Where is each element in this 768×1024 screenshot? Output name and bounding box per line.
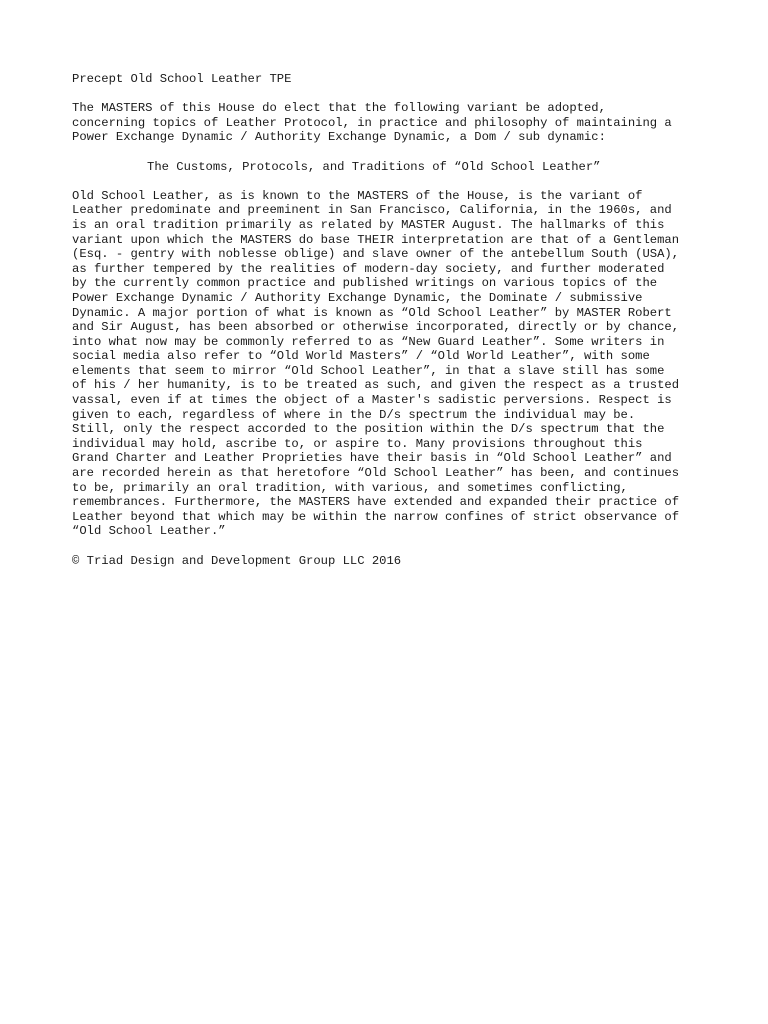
document-title: Precept Old School Leather TPE [72, 72, 292, 86]
section-subtitle: The Customs, Protocols, and Traditions of “Old School Leather” [147, 159, 601, 174]
intro-paragraph: The MASTERS of this House do elect that the following variant be adopted, concerning topics of Leather Protocol, in practice and philosophy of maintaining a Power Exchange Dynamic / Authority Exchange Dynamic, a Dom / sub dynamic: [72, 101, 672, 145]
body-paragraph: Old School Leather, as is known to the MASTERS of the House, is the variant of Leather predominate and preeminent in San Francisco, California, in the 1960s, and is an oral tradition primarily as related by MASTER August. The hallmarks of this variant upon which the MASTERS do base THEIR interpretation are that of a Gentleman (Esq. - gentry with noblesse oblige) and slave owner of the antebellum South (USA), as further tempered by the realities of modern-day society, and further moderated by the currently common practice and published writings on various topics of the Power Exchange Dynamic / Authority Exchange Dynamic, the Dominate / submissive Dynamic. A major portion of what is known as “Old School Leather” by MASTER Robert and Sir August, has been absorbed or otherwise incorporated, directly or by chance, into what now may be commonly referred to as “New Guard Leather”. Some writers in social media also refer to “Old World Masters” / “Old World Leather”, with some elements that seem to mirror “Old School Leather”, in that a slave still has some of his / her humanity, is to be treated as such, and given the respect as a trusted vassal, even if at times the object of a Master's sadistic perversions. Respect is given to each, regardless of where in the D/s spectrum the individual may be. Still, only the respect accorded to the position within the D/s spectrum that the individual may hold, ascribe to, or aspire to. Many provisions throughout this Grand Charter and Leather Proprieties have their basis in “Old School Leather” and are recorded herein as that heretofore “Old School Leather” has been, and continues to be, primarily an oral tradition, with various, and sometimes conflicting, remembrances. Furthermore, the MASTERS have extended and expanded their practice of Leather beyond that which may be within the narrow confines of strict observance of “Old School Leather.” [72, 188, 680, 539]
document-page [72, 72, 702, 583]
copyright-notice: © Triad Design and Development Group LLC 2016 [72, 553, 402, 568]
